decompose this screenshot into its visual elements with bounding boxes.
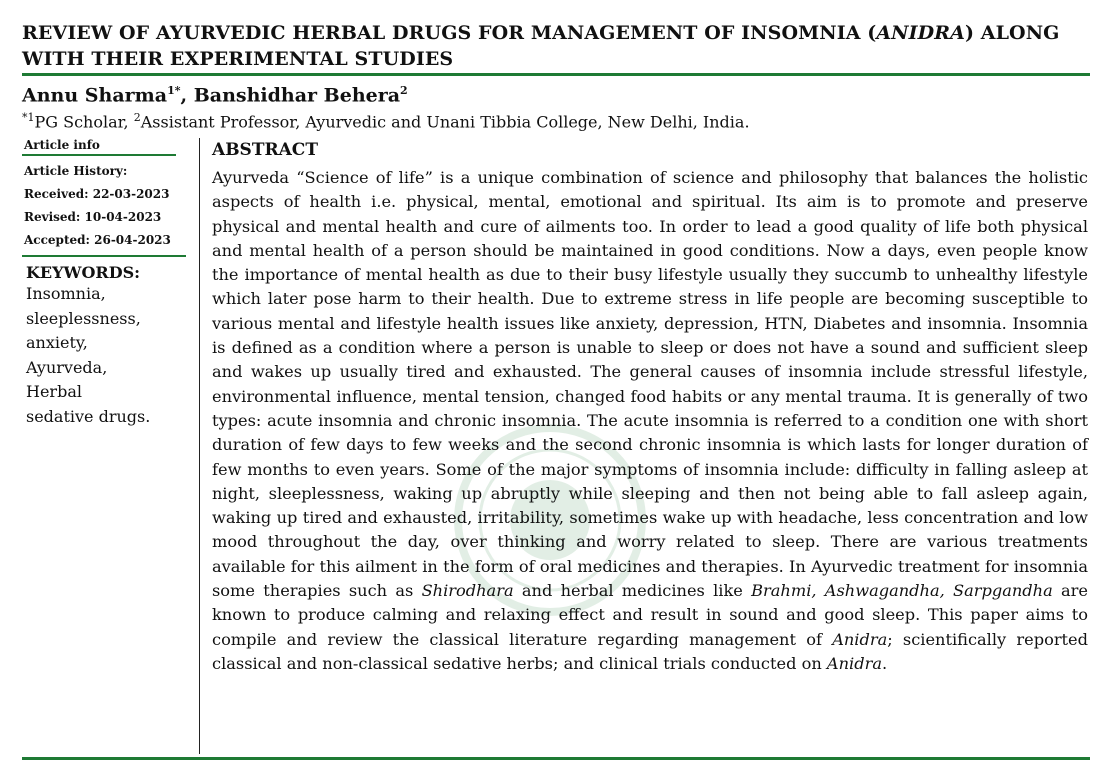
title-italic: ANIDRA: [876, 22, 965, 44]
article-history: [22, 160, 188, 252]
keyword-item: anxiety,: [26, 333, 88, 352]
received-date: Received: 22-03-2023: [24, 187, 170, 201]
author-line: Annu Sharma$^{1*}$, Banshidhar Behera$^2$: [22, 84, 408, 107]
keyword-item: sedative drugs.: [26, 406, 151, 426]
affiliation-line: $^{*1}$PG Scholar, $^2$Assistant Professor, Ayurvedic and Unani Tibbia College, New Delhi, India.: [22, 111, 750, 132]
keywords-heading: KEYWORDS:: [26, 263, 141, 282]
paper-title: REVIEW OF AYURVEDIC HERBAL DRUGS FOR MANAGEMENT OF INSOMNIA (ANIDRA) ALONG WITH THEIR EXPERIMENTAL STUDIES: [22, 22, 1060, 70]
keyword-item: Insomnia,: [26, 284, 106, 303]
header-rule: [22, 73, 1090, 76]
history-label: Article History:: [24, 164, 128, 178]
article-info-sidebar: [22, 138, 188, 429]
accepted-date: Accepted: 26-04-2023: [24, 233, 171, 247]
column-divider: [199, 138, 200, 754]
revised-date: Revised: 10-04-2023: [24, 210, 162, 224]
footer-rule: [22, 757, 1090, 760]
article-info-heading: Article info: [22, 138, 176, 156]
keyword-item: Ayurveda,: [26, 357, 108, 377]
sidebar-rule: [22, 255, 186, 257]
keywords-list: [22, 282, 188, 429]
keyword-item: sleeplessness,: [26, 308, 141, 328]
abstract-body: Ayurveda “Science of life” is a unique combination of science and philosophy that balances the holistic aspects of health i.e. physical, mental, emotional and spiritual. Its aim is to promote and preserve physical and mental health and cure of ailments too. In order to lead a good quality of life both physical and mental health of a person should be maintained in good conditions. Now a days, even people know the importance of mental health as due to their busy lifestyle usually they succumb to unhealthy lifestyle which later pose harm to their health. Due to extreme stress in life people are becoming susceptible to various mental and lifestyle health issues like anxiety, depression, HTN, Diabetes and insomnia. Insomnia is defined as a condition where a person is unable to sleep or does not have a sound and sufficient sleep and wakes up usually tired and exhausted. The general causes of insomnia include stressful lifestyle, environmental influence, mental tension, changed food habits or any mental trauma. It is generally of two types: acute insomnia and chronic insomnia. The acute insomnia is referred to a condition one with short duration of few days to few weeks and the second chronic insomnia is which lasts for longer duration of few months to even years. Some of the major symptoms of insomnia include: difficulty in falling asleep at night, sleeplessness, waking up abruptly while sleeping and then not being able to fall asleep again, waking up tired and exhausted, irritability, sometimes wake up with headache, less concentration and low mood throughout the day, over thinking and worry related to sleep. There are various treatments available for this ailment in the form of oral medicines and therapies. In Ayurvedic treatment for insomnia some therapies such as Shirodhara and herbal medicines like Brahmi, Ashwagandha, Sarpgandha are known to produce calming and relaxing effect and result in sound and good sleep. This paper aims to compile and review the classical literature regarding management of Anidra; scientifically reported classical and non-classical sedative herbs; and clinical trials conducted on Anidra.: [212, 168, 1088, 673]
keyword-item: Herbal: [26, 382, 82, 401]
abstract-heading: ABSTRACT: [212, 140, 318, 160]
